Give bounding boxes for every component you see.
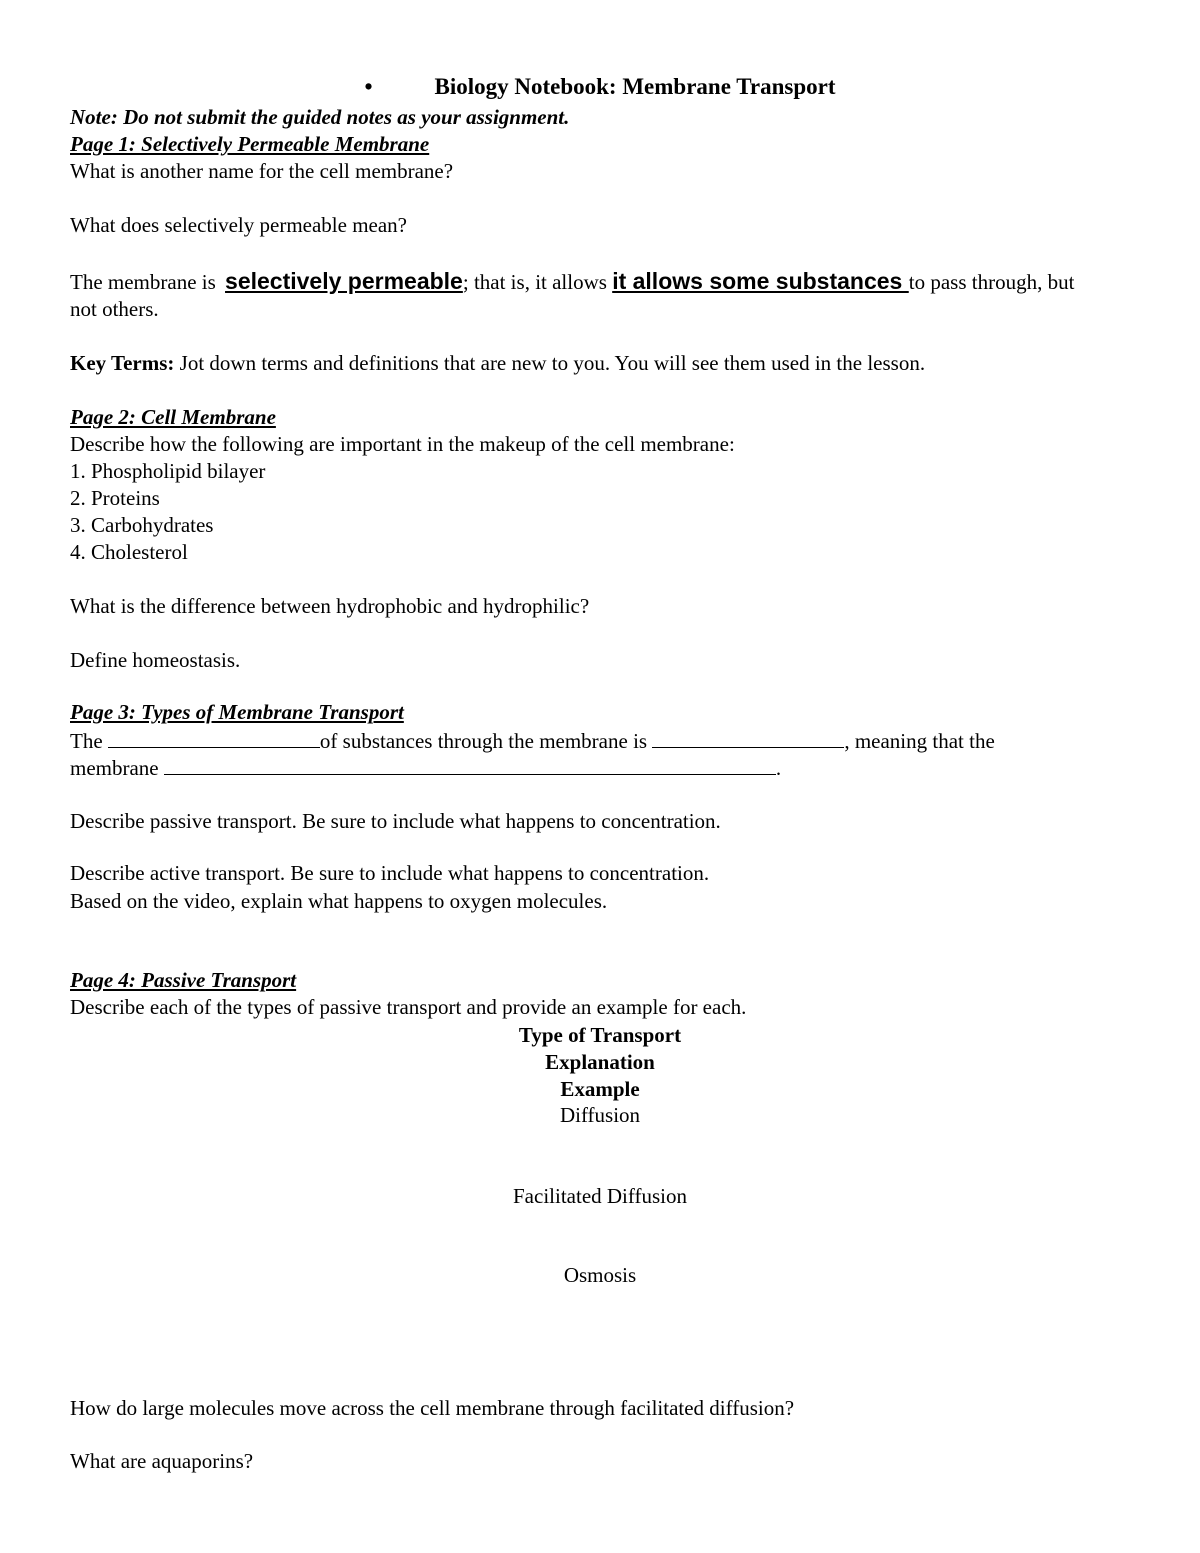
list-item: 3. Carbohydrates — [70, 513, 214, 537]
column-header-explanation: Explanation — [545, 1050, 655, 1074]
note-line: Note: Do not submit the guided notes as your assignment. — [70, 105, 570, 129]
page3-question-3: Based on the video, explain what happens to oxygen molecules. — [70, 889, 608, 913]
blank-line-2[interactable] — [652, 727, 844, 748]
fill-part-d: membrane — [70, 756, 164, 780]
page1-question-2: What does selectively permeable mean? — [70, 213, 408, 237]
transport-type-row: Facilitated Diffusion — [513, 1184, 687, 1208]
key-terms-line — [70, 350, 925, 376]
list-item: 1. Phospholipid bilayer — [70, 459, 266, 483]
document-title — [0, 74, 1200, 100]
page1-question-1: What is another name for the cell membrane? — [70, 159, 454, 183]
sentence-part-a: The membrane is — [70, 270, 222, 294]
page1-sentence — [70, 268, 1074, 295]
list-item: 2. Proteins — [70, 486, 160, 510]
column-header-type: Type of Transport — [518, 1023, 682, 1047]
page4-heading: Page 4: Passive Transport — [70, 968, 297, 992]
page4-question-1: How do large molecules move across the cell membrane through facilitated diffusion? — [70, 1396, 795, 1420]
term-selectively-permeable: selectively permeable — [225, 268, 463, 294]
page1-heading: Page 1: Selectively Permeable Membrane — [70, 132, 430, 156]
page2-intro: Describe how the following are important in the makeup of the cell membrane: — [70, 432, 735, 456]
fill-part-c: , meaning that the — [844, 729, 995, 753]
page4-question-2: What are aquaporins? — [70, 1449, 254, 1473]
term-some-substances: it allows some substances — [612, 268, 909, 294]
page3-question-2: Describe active transport. Be sure to include what happens to concentration. — [70, 861, 710, 885]
transport-type-row: Osmosis — [563, 1263, 637, 1287]
page3-heading: Page 3: Types of Membrane Transport — [70, 700, 404, 724]
key-terms-text: Jot down terms and definitions that are new to you. You will see them used in the lesson. — [174, 351, 926, 375]
title-text: Biology Notebook: Membrane Transport — [434, 74, 836, 99]
page2-question-2: Define homeostasis. — [70, 648, 241, 672]
fill-part-b: of substances through the membrane is — [319, 729, 653, 753]
page3-fill-line-1 — [70, 727, 995, 754]
blank-line-3[interactable] — [164, 754, 776, 775]
key-terms-label: Key Terms: — [70, 351, 175, 375]
page3-question-1: Describe passive transport. Be sure to include what happens to concentration. — [70, 809, 721, 833]
fill-part-e: . — [775, 756, 782, 780]
page2-question-1: What is the difference between hydrophobic and hydrophilic? — [70, 594, 590, 618]
sentence-part-d: not others. — [70, 297, 159, 321]
sentence-part-b: ; that is, it allows — [462, 270, 613, 294]
page3-fill-line-2 — [70, 754, 781, 781]
transport-type-row: Diffusion — [559, 1103, 641, 1127]
page4-intro: Describe each of the types of passive transport and provide an example for each. — [70, 995, 747, 1019]
list-item: 4. Cholesterol — [70, 540, 188, 564]
title-bullet: • — [364, 74, 373, 99]
fill-part-a: The — [70, 729, 108, 753]
page2-heading: Page 2: Cell Membrane — [70, 405, 276, 429]
blank-line-1[interactable] — [108, 727, 320, 748]
sentence-part-c: to pass through, but — [908, 270, 1075, 294]
column-header-example: Example — [560, 1077, 640, 1101]
